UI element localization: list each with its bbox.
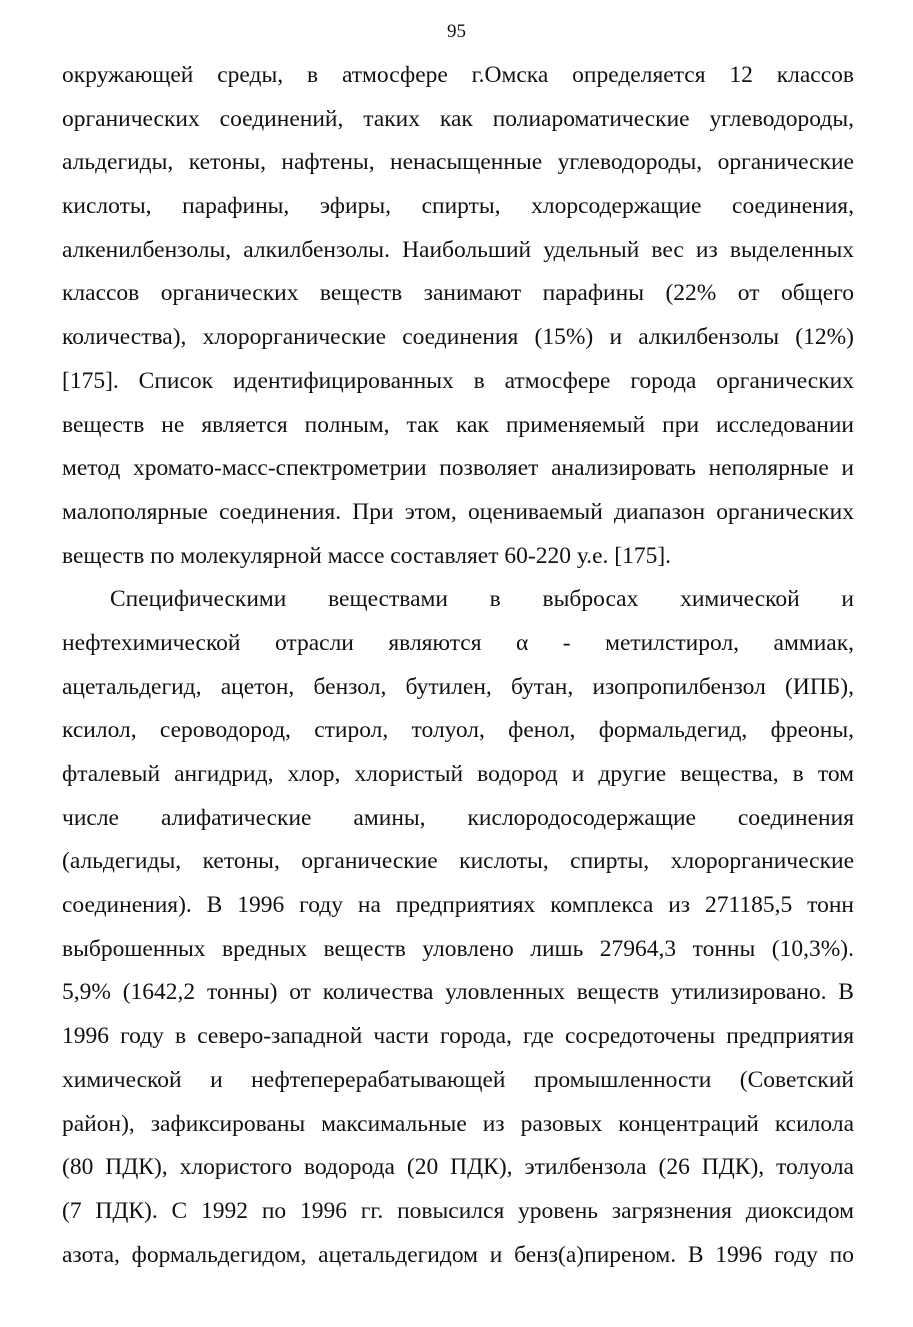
text-line: (альдегиды, кетоны, органические кислоты, спирты, хлорорганические (62, 848, 854, 875)
page-number: 95 (447, 21, 466, 42)
text-line: нефтехимической отрасли являются α - метилстирол, аммиак, (62, 629, 854, 656)
paragraph-2 (62, 578, 854, 1277)
body-text (62, 54, 854, 1277)
text-line: 1996 году в северо-западной части города, где сосредоточены предприятия (62, 1023, 854, 1050)
text-line: азота, формальдегидом, ацетальдегидом и бенз(а)пиреном. В 1996 году по (62, 1241, 854, 1268)
paragraph-1 (62, 54, 854, 578)
text-line: числе алифатические амины, кислородосодержащие соединения (62, 804, 854, 831)
text-line: ацетальдегид, ацетон, бензол, бутилен, бутан, изопропилбензол (ИПБ), (62, 673, 854, 700)
text-line: Специфическими веществами в выбросах химической и (110, 586, 854, 613)
text-line: 5,9% (1642,2 тонны) от количества уловленных веществ утилизировано. В (62, 979, 854, 1006)
text-line: (80 ПДК), хлористого водорода (20 ПДК), этилбензола (26 ПДК), толуола (62, 1154, 854, 1181)
text-line: соединения). В 1996 году на предприятиях комплекса из 271185,5 тонн (62, 892, 854, 919)
text-line: [175]. Список идентифицированных в атмосфере города органических (62, 367, 854, 394)
text-line: район), зафиксированы максимальные из разовых концентраций ксилола (62, 1110, 854, 1137)
text-line: веществ не является полным, так как применяемый при исследовании (62, 411, 854, 438)
text-line: алкенилбензолы, алкилбензолы. Наибольший удельный вес из выделенных (62, 236, 854, 263)
text-line: альдегиды, кетоны, нафтены, ненасыщенные углеводороды, органические (62, 149, 854, 176)
text-line: ксилол, сероводород, стирол, толуол, фенол, формальдегид, фреоны, (62, 717, 854, 744)
text-line: кислоты, парафины, эфиры, спирты, хлорсодержащие соединения, (62, 193, 854, 220)
text-line: веществ по молекулярной массе составляет 60-220 у.е. [175]. (62, 542, 672, 569)
text-line: (7 ПДК). С 1992 по 1996 гг. повысился уровень загрязнения диоксидом (62, 1197, 854, 1224)
text-line: классов органических веществ занимают парафины (22% от общего (62, 280, 854, 307)
text-line: выброшенных вредных веществ уловлено лишь 27964,3 тонны (10,3%). (62, 935, 854, 962)
text-line: органических соединений, таких как полиароматические углеводороды, (62, 105, 854, 132)
text-line: химической и нефтеперерабатывающей промышленности (Советский (62, 1066, 854, 1093)
text-line: количества), хлорорганические соединения (15%) и алкилбензолы (12%) (62, 324, 854, 351)
text-line: окружающей среды, в атмосфере г.Омска определяется 12 классов (62, 62, 854, 88)
text-line: фталевый ангидрид, хлор, хлористый водород и другие вещества, в том (62, 761, 854, 787)
text-line: метод хромато-масс-спектрометрии позволяет анализировать неполярные и (62, 455, 854, 482)
text-line: малополярные соединения. При этом, оцениваемый диапазон органических (62, 498, 854, 525)
